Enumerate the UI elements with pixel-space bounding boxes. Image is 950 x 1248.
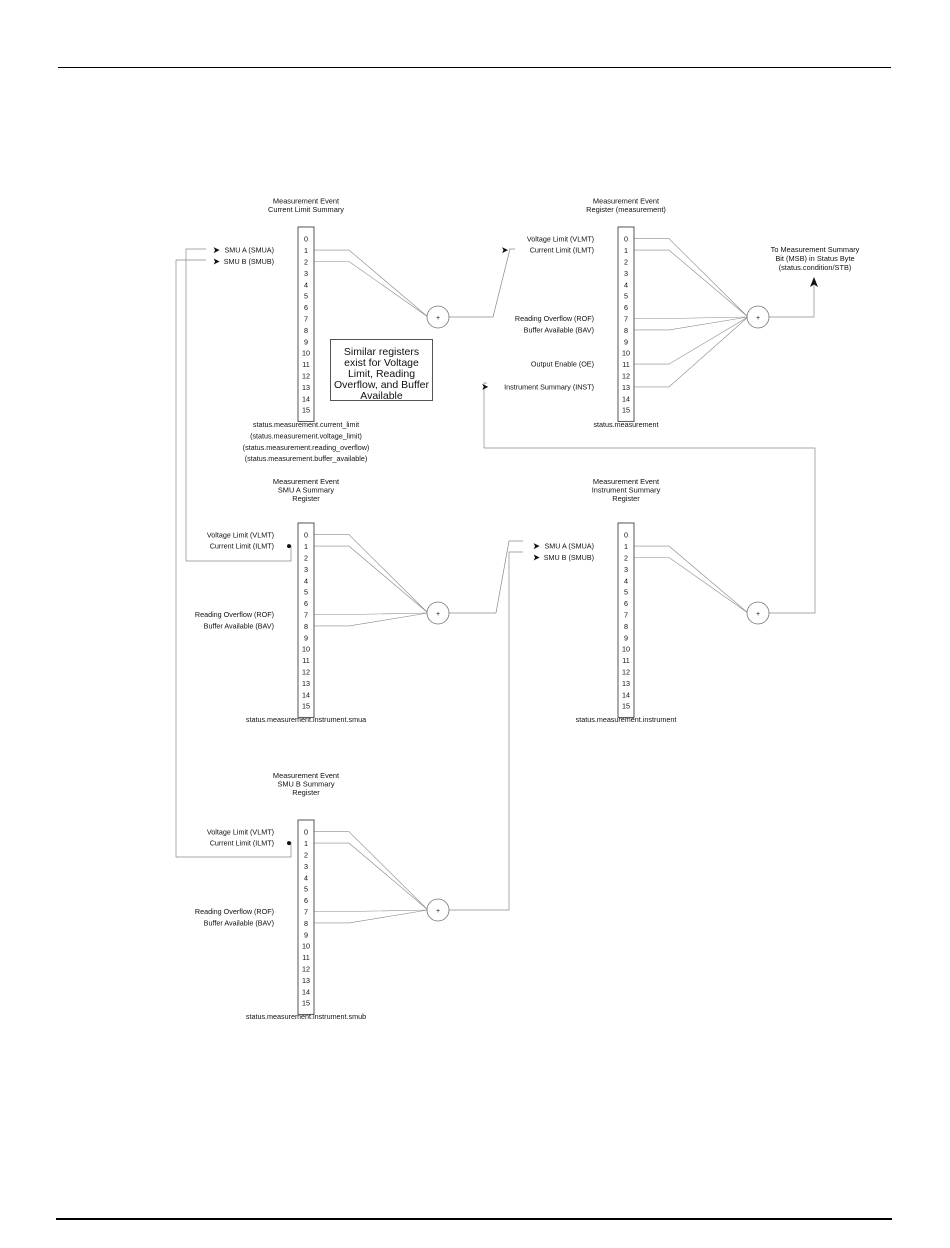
bit-number: 10	[302, 348, 310, 358]
summing-symbol: +	[435, 610, 441, 618]
register-title: Measurement Event	[272, 196, 340, 206]
register-title: Register	[292, 494, 320, 503]
bit-number: 15	[622, 405, 630, 415]
register-title: Measurement Event	[592, 196, 660, 206]
smub-current-limit-feed	[176, 260, 291, 857]
bit-number: 5	[304, 291, 308, 301]
register-box	[298, 523, 314, 717]
input-label: SMU B (SMUB)	[223, 257, 274, 267]
bit-number: 7	[304, 610, 308, 620]
smua-current-limit-feed	[186, 249, 291, 561]
input-label: SMU A (SMUA)	[544, 541, 594, 551]
bit-number: 14	[302, 690, 310, 700]
bit-to-gate-wire	[314, 262, 428, 318]
bit-number: 4	[304, 576, 308, 586]
bit-number: 9	[624, 337, 628, 347]
bit-number: 14	[622, 690, 630, 700]
bit-number: 6	[304, 303, 308, 313]
summing-symbol: +	[435, 907, 441, 915]
bit-number: 5	[304, 587, 308, 597]
bit-number: 7	[624, 610, 628, 620]
bit-number: 11	[302, 360, 310, 370]
register-smub	[298, 820, 314, 1014]
register-instrument	[618, 523, 634, 717]
bit-number: 13	[622, 382, 630, 392]
destination-label: (status.condition/STB)	[778, 263, 852, 272]
register-path-label: (status.measurement.reading_overflow)	[242, 442, 370, 452]
input-label: Output Enable (OE)	[530, 359, 594, 369]
note-line: Available	[360, 390, 403, 402]
bit-number: 10	[622, 348, 630, 358]
bit-number: 8	[624, 621, 628, 631]
register-title: Register (measurement)	[586, 205, 666, 214]
destination-label: To Measurement Summary	[770, 245, 860, 254]
bit-number: 3	[304, 564, 308, 574]
input-label: Reading Overflow (ROF)	[194, 907, 274, 917]
input-label: Reading Overflow (ROF)	[194, 610, 274, 620]
dot-icon	[287, 544, 291, 548]
bit-number: 14	[622, 394, 630, 404]
bit-number: 6	[624, 599, 628, 609]
bit-number: 1	[624, 542, 628, 552]
bit-number: 11	[622, 360, 630, 370]
register-title: Register	[612, 494, 640, 503]
bit-number: 3	[624, 268, 628, 278]
bit-to-gate-wire	[314, 832, 428, 910]
connection-lines	[176, 239, 815, 923]
arrow-icon	[482, 384, 488, 390]
arrow-icon	[534, 543, 540, 549]
bit-number: 2	[304, 553, 308, 563]
register-title: Measurement Event	[272, 771, 340, 780]
bit-number: 3	[304, 268, 308, 278]
bit-number: 1	[304, 542, 308, 552]
bit-number: 9	[304, 930, 308, 940]
register-path-label: status.measurement.instrument.smua	[245, 715, 367, 724]
input-label: Voltage Limit (VLMT)	[206, 827, 274, 837]
or-gates	[427, 306, 769, 921]
bit-number: 11	[622, 656, 630, 666]
bit-number: 8	[624, 325, 628, 335]
bit-number: 12	[302, 371, 310, 381]
bit-to-gate-wire	[314, 250, 428, 317]
arrow-icon	[214, 259, 220, 265]
register-title: SMU B Summary	[277, 779, 335, 789]
register-box	[618, 227, 634, 421]
input-label: Buffer Available (BAV)	[523, 325, 594, 335]
bit-number: 13	[622, 678, 630, 688]
bit-number: 14	[302, 987, 310, 997]
bit-to-gate-wire	[634, 317, 748, 330]
bit-number: 7	[304, 907, 308, 917]
input-label: Current Limit (ILMT)	[209, 838, 274, 848]
bit-number: 13	[302, 975, 310, 985]
current-limit-summary-wire	[449, 249, 515, 317]
note-line: Overflow, and Buffer	[334, 379, 429, 391]
bit-to-gate-wire	[634, 317, 748, 319]
bit-number: 4	[304, 873, 308, 883]
bit-number: 2	[304, 257, 308, 267]
arrow-icon	[534, 555, 540, 561]
bit-number: 0	[624, 530, 628, 540]
bit-number: 11	[302, 953, 310, 963]
note-box	[330, 339, 433, 401]
register-title: Current Limit Summary	[268, 205, 344, 214]
bit-number: 3	[624, 564, 628, 574]
arrow-icon	[502, 247, 508, 253]
bit-number: 8	[304, 325, 308, 335]
register-box	[618, 523, 634, 717]
bit-to-gate-wire	[314, 613, 428, 626]
note-line: exist for Voltage	[344, 357, 419, 369]
bit-number: 7	[304, 314, 308, 324]
bit-number: 8	[304, 621, 308, 631]
bit-to-gate-wire	[314, 613, 428, 615]
bit-to-gate-wire	[634, 546, 748, 613]
bit-number: 8	[304, 918, 308, 928]
bit-number: 9	[304, 337, 308, 347]
register-box	[298, 227, 314, 421]
bit-number: 13	[302, 678, 310, 688]
bit-number: 1	[624, 246, 628, 256]
bit-number: 15	[302, 405, 310, 415]
bit-number: 4	[624, 280, 628, 290]
input-label: Current Limit (ILMT)	[529, 245, 594, 255]
note-line: Limit, Reading	[347, 368, 416, 380]
bit-to-gate-wire	[314, 910, 428, 923]
input-label: Instrument Summary (INST)	[504, 382, 594, 392]
bit-number: 0	[624, 234, 628, 244]
input-label: Buffer Available (BAV)	[203, 918, 274, 928]
bit-number: 6	[304, 599, 308, 609]
bottom-rule	[56, 1218, 892, 1220]
bit-number: 5	[304, 884, 308, 894]
bit-number: 9	[624, 633, 628, 643]
bit-number: 4	[624, 576, 628, 586]
measurement-summary-output	[769, 285, 814, 317]
bit-number: 12	[302, 667, 310, 677]
bit-number: 2	[624, 553, 628, 563]
register-path-label: (status.measurement.buffer_available)	[244, 454, 368, 464]
input-label: Voltage Limit (VLMT)	[206, 530, 274, 540]
summing-symbol: +	[435, 314, 441, 322]
summing-symbol: +	[755, 610, 761, 618]
bit-number: 0	[304, 827, 308, 837]
register-smua	[298, 523, 314, 717]
bit-number: 15	[622, 701, 630, 711]
register-title: Measurement Event	[272, 477, 340, 486]
bit-number: 1	[304, 246, 308, 256]
register-box	[298, 820, 314, 1014]
destination-label: Bit (MSB) in Status Byte	[775, 254, 855, 263]
bit-number: 9	[304, 633, 308, 643]
input-label: Reading Overflow (ROF)	[514, 314, 594, 324]
bit-to-gate-wire	[634, 317, 748, 364]
bit-number: 11	[302, 656, 310, 666]
bit-number: 2	[624, 257, 628, 267]
bit-number: 12	[622, 667, 630, 677]
bit-number: 14	[302, 394, 310, 404]
instrument-summary-wire	[484, 383, 815, 613]
bit-number: 5	[624, 587, 628, 597]
note-line: Similar registers	[343, 346, 420, 358]
input-label: Buffer Available (BAV)	[203, 621, 274, 631]
bit-number: 15	[302, 998, 310, 1008]
input-label: Current Limit (ILMT)	[209, 541, 274, 551]
register-title: Instrument Summary	[591, 485, 661, 495]
bit-number: 3	[304, 861, 308, 871]
bit-number: 6	[624, 303, 628, 313]
input-label: SMU A (SMUA)	[224, 245, 274, 255]
register-path-label: status.measurement	[593, 420, 659, 429]
bit-number: 10	[622, 644, 630, 654]
bit-to-gate-wire	[634, 558, 748, 614]
register-path-label: (status.measurement.voltage_limit)	[250, 431, 362, 441]
register-title: SMU A Summary	[277, 485, 335, 495]
smub-to-instrument-wire	[449, 552, 523, 910]
register-current-limit	[298, 227, 314, 421]
bit-number: 13	[302, 382, 310, 392]
bit-number: 12	[302, 964, 310, 974]
bit-number: 7	[624, 314, 628, 324]
summing-symbol: +	[755, 314, 761, 322]
bit-number: 10	[302, 644, 310, 654]
bit-number: 12	[622, 371, 630, 381]
arrow-icon	[214, 247, 220, 253]
input-label: SMU B (SMUB)	[543, 553, 594, 563]
bit-number: 5	[624, 291, 628, 301]
register-path-label: status.measurement.instrument	[575, 715, 677, 724]
input-label: Voltage Limit (VLMT)	[526, 234, 594, 244]
bit-number: 0	[304, 530, 308, 540]
bit-number: 10	[302, 941, 310, 951]
register-path-label: status.measurement.current_limit	[252, 420, 360, 429]
dot-icon	[287, 841, 291, 845]
bit-to-gate-wire	[314, 910, 428, 912]
bit-to-gate-wire	[314, 535, 428, 613]
bit-to-gate-wire	[634, 239, 748, 317]
register-title: Measurement Event	[592, 477, 660, 486]
register-path-label: status.measurement.instrument.smub	[245, 1012, 367, 1021]
bit-number: 15	[302, 701, 310, 711]
register-title: Register	[292, 788, 320, 797]
register-measurement	[618, 227, 634, 421]
bit-number: 0	[304, 234, 308, 244]
bit-number: 6	[304, 896, 308, 906]
bit-number: 4	[304, 280, 308, 290]
bit-number: 1	[304, 839, 308, 849]
bit-number: 2	[304, 850, 308, 860]
